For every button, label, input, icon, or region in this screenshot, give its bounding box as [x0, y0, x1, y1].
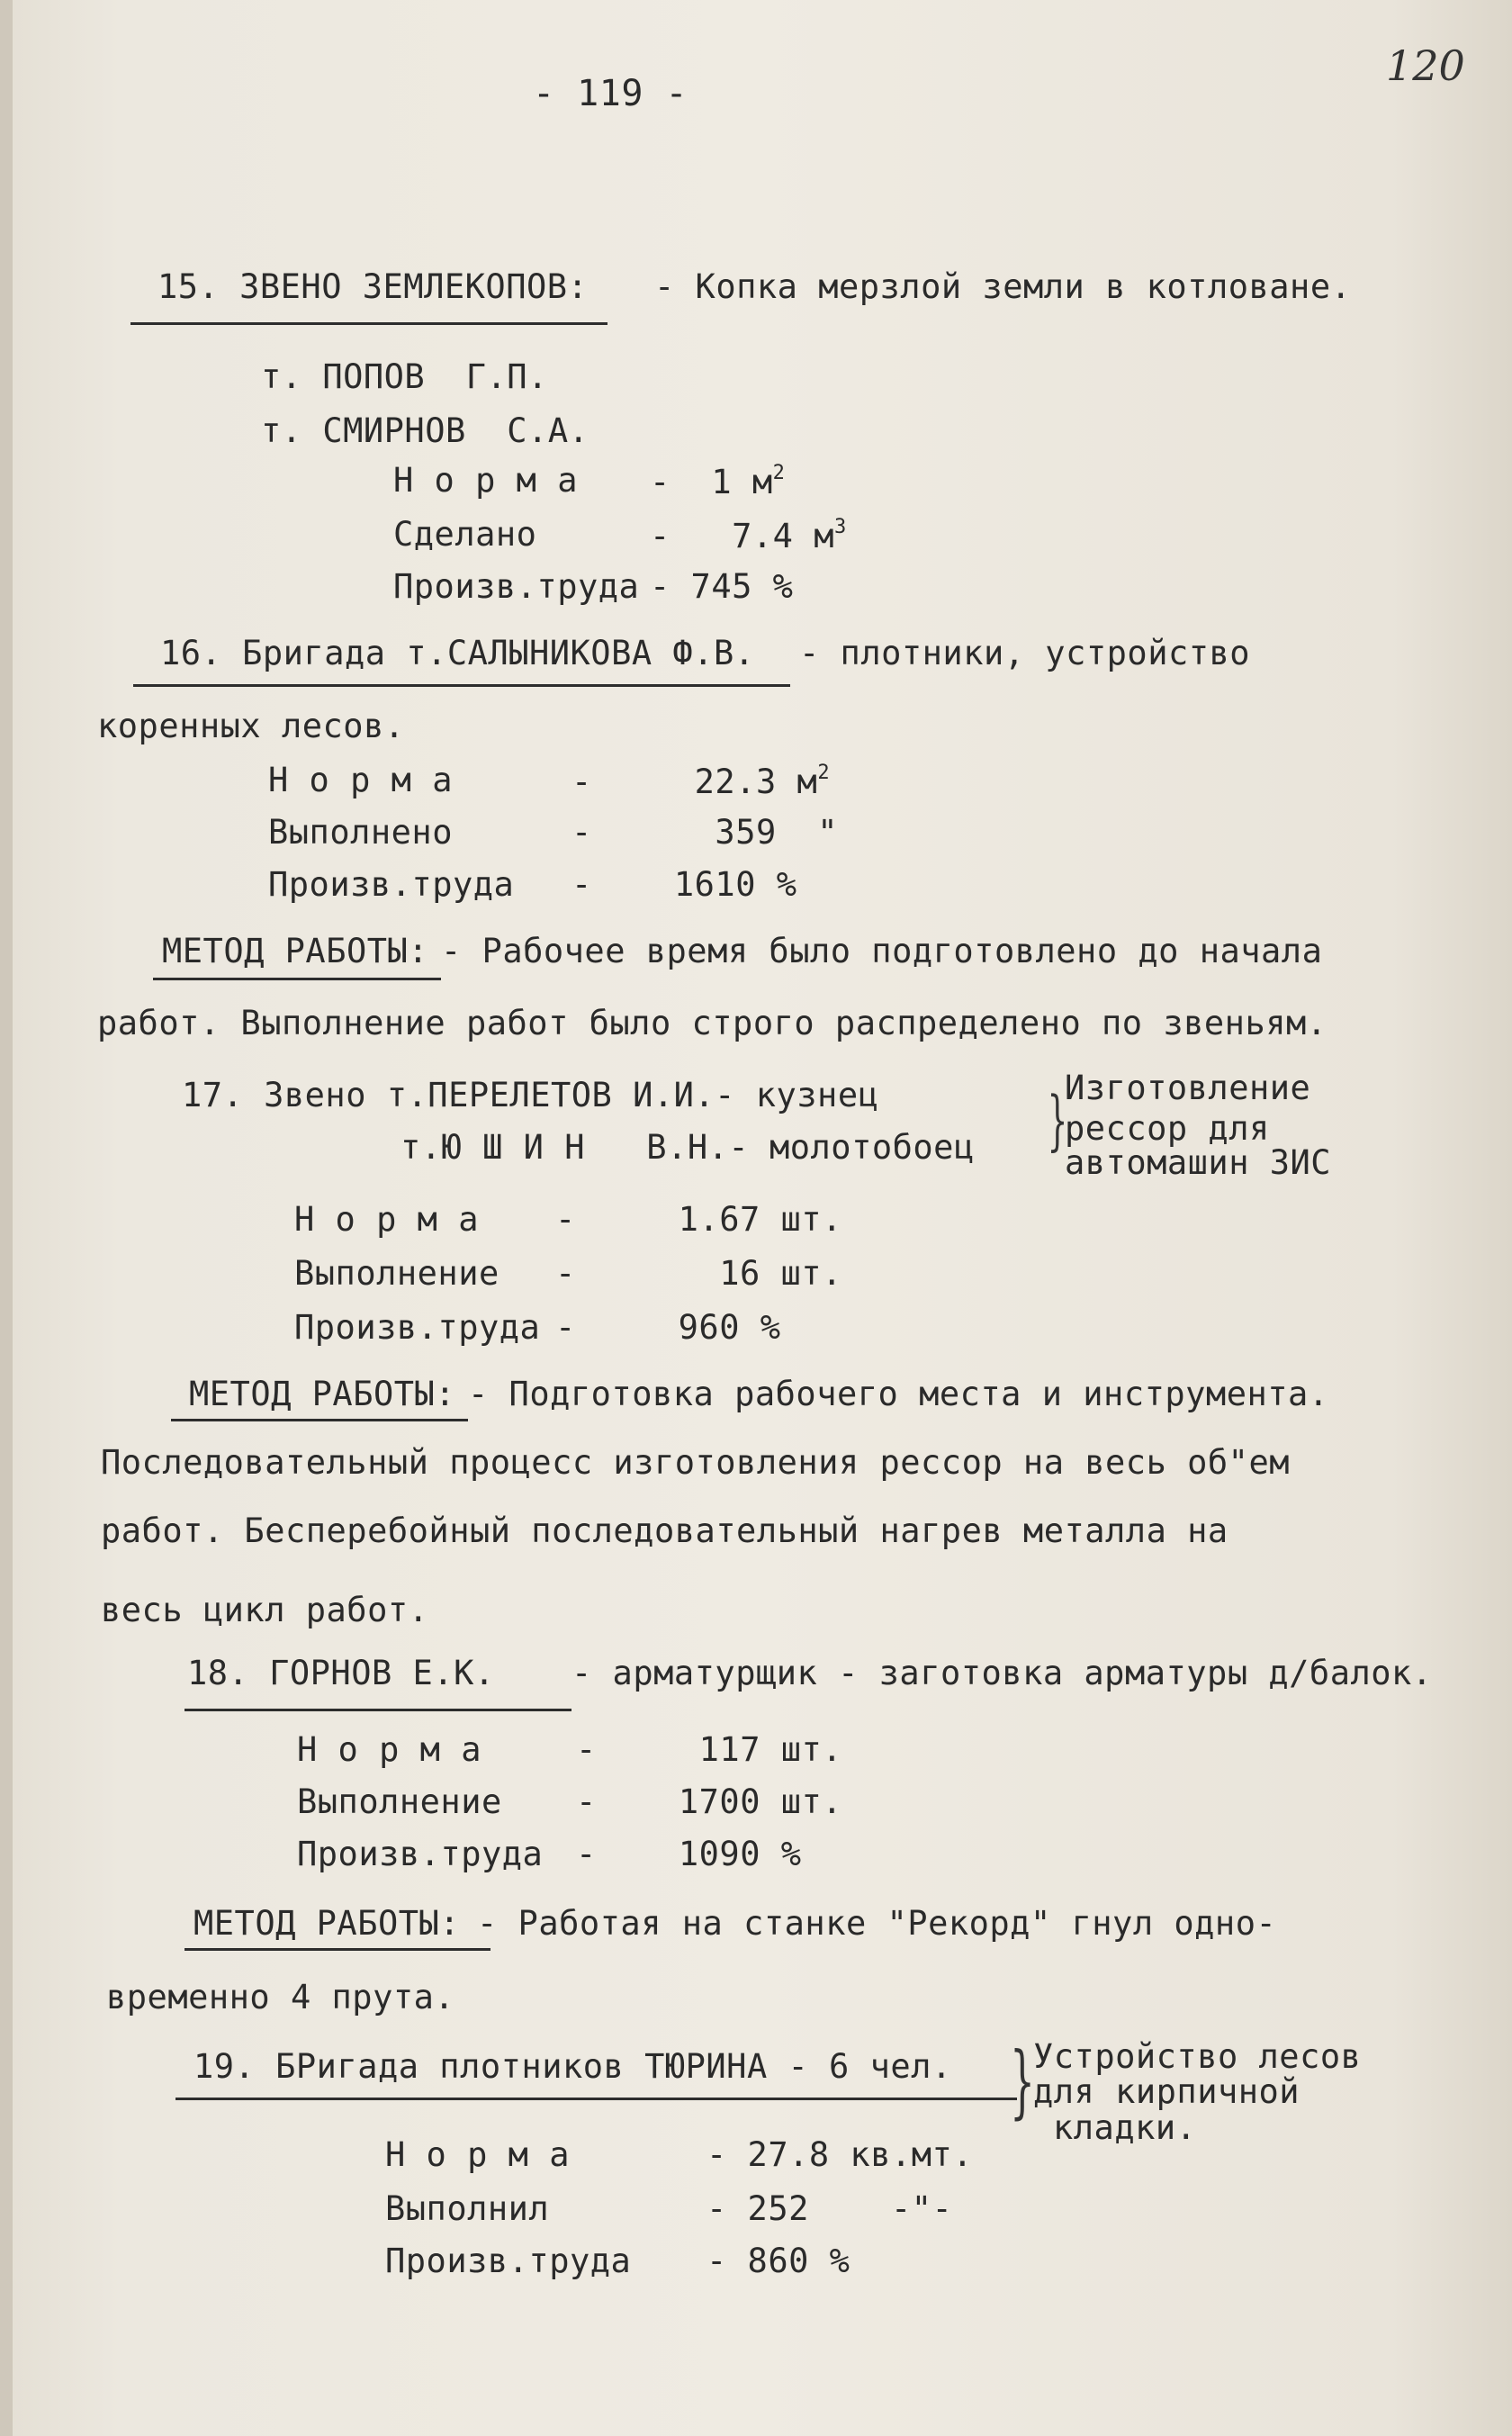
- section-19-underline: [176, 2098, 1017, 2100]
- section-18-method-text: - Работая на станке "Рекорд" гнул одно-: [477, 1904, 1277, 1943]
- section-15-productivity-value: - 745 %: [650, 567, 794, 606]
- section-18-norm-value: - 117 шт.: [576, 1730, 843, 1769]
- section-16-method-text: - Рабочее время было подготовлено до начала: [441, 932, 1323, 970]
- section-17-productivity-value: - 960 %: [555, 1308, 781, 1347]
- section-16-task: - плотники, устройство: [799, 634, 1251, 672]
- section-18-method-underline: [184, 1948, 490, 1951]
- section-19-side-1: Устройство лесов: [1033, 2037, 1362, 2076]
- section-15-member-1: т. ПОПОВ Г.П.: [261, 357, 548, 396]
- section-16-productivity-value: - 1610 %: [572, 865, 797, 904]
- section-17-side-1: Изготовление: [1065, 1069, 1311, 1107]
- section-19-title: 19. БРигада плотников ТЮРИНА - 6 чел.: [194, 2047, 952, 2086]
- section-19-done-value: - 252 -"-: [706, 2189, 953, 2228]
- section-15-member-2: т. СМИРНОВ С.А.: [261, 411, 590, 450]
- section-17-method-text-2: Последовательный процесс изготовления рессор на весь об"ем: [101, 1443, 1291, 1482]
- section-18-task: - арматурщик - заготовка арматуры д/балок.: [572, 1654, 1433, 1692]
- section-18-title: 18. ГОРНОВ Е.К.: [187, 1654, 495, 1692]
- section-17-side-3: автомашин ЗИС: [1065, 1143, 1332, 1182]
- section-16-productivity-label: Произв.труда: [268, 865, 515, 904]
- section-19-brace: }: [1010, 2035, 1035, 2127]
- section-18-done-value: - 1700 шт.: [576, 1782, 843, 1821]
- section-17-brace: }: [1047, 1082, 1068, 1158]
- section-16-norm-value: - 22.3 $м^2$: [572, 762, 831, 801]
- section-15-underline: [130, 322, 608, 325]
- section-16-done-value: - 359 ": [572, 813, 839, 852]
- section-17-norm-label: Н о р м а: [294, 1200, 479, 1239]
- section-18-underline: [184, 1709, 572, 1711]
- section-17-method-text-4: весь цикл работ.: [101, 1591, 429, 1629]
- section-16-norm-label: Н о р м а: [268, 761, 453, 799]
- section-19-side-3: кладки.: [1053, 2108, 1197, 2147]
- section-17-method-text-3: работ. Бесперебойный последовательный нагрев металла на: [101, 1511, 1228, 1550]
- binding-edge: [0, 0, 13, 2436]
- section-19-norm-label: Н о р м а: [385, 2135, 570, 2174]
- section-16-method-label: МЕТОД РАБОТЫ:: [162, 932, 429, 970]
- section-16-underline: [133, 684, 790, 687]
- section-15-done-label: Сделано: [393, 515, 537, 554]
- section-17-done-value: - 16 шт.: [555, 1254, 842, 1293]
- section-17-done-label: Выполнение: [294, 1254, 500, 1293]
- section-17-line-2: т.Ю Ш И Н В.Н.- молотобоец: [400, 1128, 975, 1167]
- section-17-method-label: МЕТОД РАБОТЫ:: [189, 1375, 456, 1413]
- section-17-side-2: рессор для: [1065, 1109, 1270, 1148]
- section-19-productivity-value: - 860 %: [706, 2242, 850, 2280]
- section-16-method-text-2: работ. Выполнение работ было строго распределено по звеньям.: [97, 1004, 1328, 1042]
- section-18-productivity-value: - 1090 %: [576, 1835, 802, 1873]
- section-15-norm-value: - 1 $м^2$: [650, 462, 786, 501]
- section-15-title: 15. ЗВЕНО ЗЕМЛЕКОПОВ:: [158, 267, 589, 306]
- section-19-done-label: Выполнил: [385, 2189, 550, 2228]
- section-16-title: 16. Бригада т.САЛЫНИКОВА Ф.В.: [160, 634, 755, 672]
- section-18-done-label: Выполнение: [297, 1782, 502, 1821]
- section-17-method-underline: [171, 1419, 468, 1421]
- section-16-method-underline: [153, 978, 441, 980]
- section-19-side-2: для кирпичной: [1033, 2072, 1300, 2111]
- section-17-productivity-label: Произв.труда: [294, 1308, 541, 1347]
- section-18-norm-label: Н о р м а: [297, 1730, 482, 1769]
- section-17-line-1: 17. Звено т.ПЕРЕЛЕТОВ И.И.- кузнец: [182, 1076, 879, 1114]
- section-17-method-text: - Подготовка рабочего места и инструмента.: [468, 1375, 1329, 1413]
- section-15-norm-label: Н о р м а: [393, 461, 578, 500]
- section-15-done-value: - 7.4 $м^3$: [650, 516, 847, 555]
- section-15-task: - Копка мерзлой земли в котловане.: [654, 267, 1352, 306]
- section-18-method-text-2: временно 4 прута.: [106, 1978, 455, 2016]
- section-19-productivity-label: Произв.труда: [385, 2242, 632, 2280]
- section-16-done-label: Выполнено: [268, 813, 453, 852]
- archive-page-number: 120: [1386, 41, 1465, 90]
- section-19-norm-value: - 27.8 кв.мт.: [706, 2135, 974, 2174]
- section-17-norm-value: - 1.67 шт.: [555, 1200, 842, 1239]
- section-18-productivity-label: Произв.труда: [297, 1835, 544, 1873]
- page-number: - 119 -: [533, 73, 688, 114]
- section-16-task-continued: коренных лесов.: [97, 707, 405, 745]
- section-18-method-label: МЕТОД РАБОТЫ:: [194, 1904, 461, 1943]
- section-15-productivity-label: Произв.труда: [393, 567, 640, 606]
